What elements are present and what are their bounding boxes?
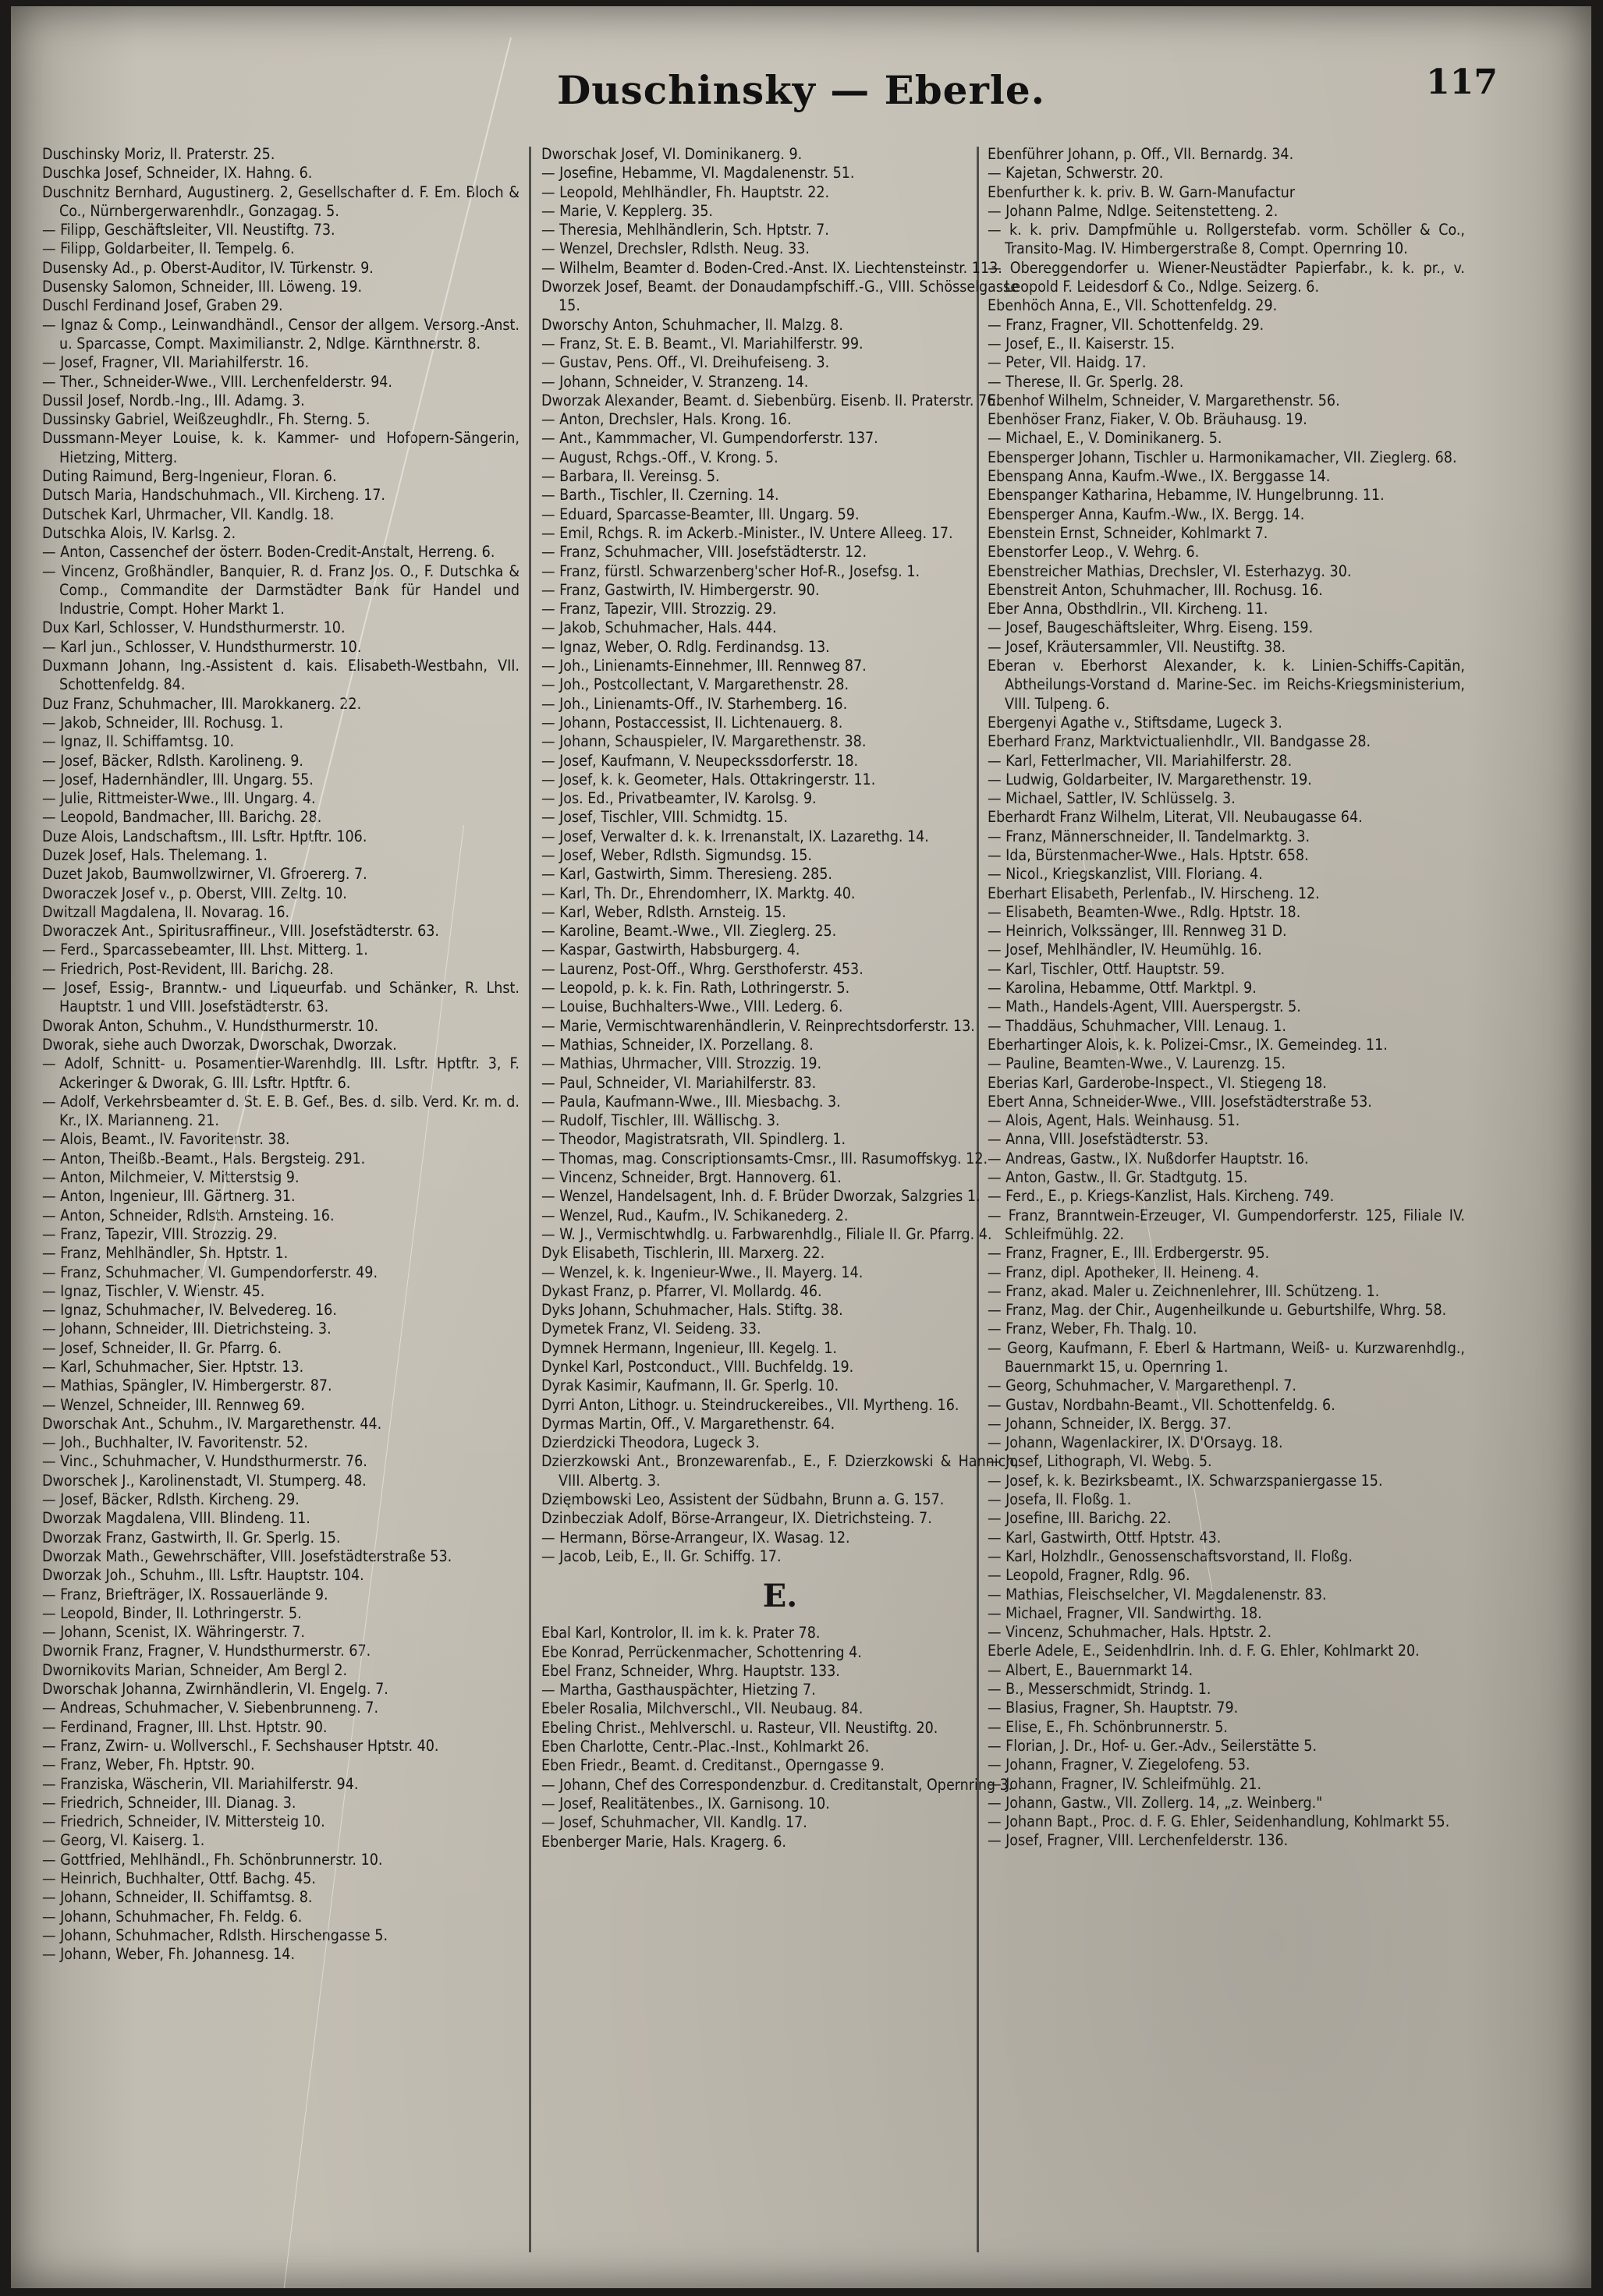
directory-entry: — Wenzel, Drechsler, Rdlsth. Neug. 33. <box>541 239 810 258</box>
directory-entry: Eberle Adele, E., Seidenhdlrin. Inh. d. F. G. Ehler, Kohlmarkt 20. <box>988 1642 1420 1660</box>
directory-entry: Dussil Josef, Nordb.-Ing., III. Adamg. 3. <box>42 391 305 409</box>
directory-entry: — Joh., Linienamts-Einnehmer, III. Rennweg 87. <box>541 657 867 675</box>
directory-entry: — Michael, Sattler, IV. Schlüsselg. 3. <box>988 789 1236 808</box>
directory-entry: Dux Karl, Schlosser, V. Hundsthurmerstr. 10. <box>42 618 346 637</box>
column-middle <box>541 145 1019 2266</box>
directory-entry: Dwornik Franz, Fragner, V. Hundsthurmerstr. 67. <box>42 1642 371 1660</box>
directory-entry: — Leopold, Binder, II. Lothringerstr. 5. <box>42 1603 302 1622</box>
directory-entry: Dworzak Math., Gewehrschäfter, VIII. Josefstädterstraße 53. <box>42 1547 452 1565</box>
directory-entry: — Michael, Fragner, VII. Sandwirthg. 18. <box>988 1603 1262 1622</box>
directory-entry: Dworzak Magdalena, VIII. Blindeng. 11. <box>42 1509 310 1528</box>
directory-entry: — Anton, Theißb.-Beamt., Hals. Bergsteig. 291. <box>42 1149 366 1167</box>
directory-entry: — Vinc., Schuhmacher, V. Hundsthurmerstr. 76. <box>42 1452 367 1471</box>
directory-entry: — Joh., Buchhalter, IV. Favoritenstr. 52. <box>42 1433 308 1452</box>
directory-entry: — Heinrich, Volkssänger, III. Rennweg 31 D. <box>988 922 1287 941</box>
directory-entry: Eberhartinger Alois, k. k. Polizei-Cmsr., IX. Gemeindeg. 11. <box>988 1035 1388 1054</box>
directory-entry: — Josef, Lithograph, VI. Webg. 5. <box>988 1452 1212 1471</box>
directory-entry: — Anton, Drechsler, Hals. Krong. 16. <box>541 410 792 429</box>
directory-entry: Dworschak Ant., Schuhm., IV. Margarethenstr. 44. <box>42 1414 382 1433</box>
directory-entry: — Wenzel, Schneider, III. Rennweg 69. <box>42 1395 305 1414</box>
directory-entry: Dynkel Karl, Postconduct., VIII. Buchfeldg. 19. <box>541 1358 854 1376</box>
directory-entry: — Joh., Linienamts-Off., IV. Starhemberg. 16. <box>541 694 848 713</box>
directory-entry: — Filipp, Geschäftsleiter, VII. Neustiftg. 73. <box>42 221 335 239</box>
directory-entry: Ebenspanger Katharina, Hebamme, IV. Hungelbrunng. 11. <box>988 486 1385 505</box>
directory-entry: — Josefine, Hebamme, VI. Magdalenenstr. 51. <box>541 164 855 182</box>
directory-entry: — Johann, Wagenlackirer, IX. D'Orsayg. 18. <box>988 1433 1283 1452</box>
directory-entry: — Anton, Cassenchef der österr. Boden-Credit-Anstalt, Herreng. 6. <box>42 543 495 562</box>
directory-entry: — Johann, Schuhmacher, Rdlsth. Hirschengasse 5. <box>42 1926 388 1944</box>
directory-entry: — Johann, Scenist, IX. Währingerstr. 7. <box>42 1623 305 1642</box>
directory-entry: Duschnitz Bernhard, Augustinerg. 2, Gesellschafter d. F. Em. Bloch & Co., Nürnbergerwarenhdlr., Gonzagag. 5. <box>42 182 520 220</box>
directory-entry: — Josefa, II. Floßg. 1. <box>988 1490 1132 1509</box>
directory-entry: — Franz, Fragner, VII. Schottenfeldg. 29. <box>988 315 1264 334</box>
directory-entry: — Vincenz, Schneider, Brgt. Hannoverg. 61. <box>541 1168 842 1187</box>
directory-entry: — Franz, Gastwirth, IV. Himbergerstr. 90. <box>541 580 820 599</box>
directory-entry: Duting Raimund, Berg-Ingenieur, Floran. 6. <box>42 467 337 486</box>
directory-page <box>11 6 1591 2288</box>
directory-entry: Ebenstorfer Leop., V. Wehrg. 6. <box>988 543 1200 562</box>
directory-entry: Eben Charlotte, Centr.-Plac.-Inst., Kohlmarkt 26. <box>541 1738 870 1756</box>
directory-entry: — Ant., Kammmacher, VI. Gumpendorferstr. 137. <box>541 429 878 448</box>
directory-entry: — Andreas, Schuhmacher, V. Siebenbrunneng. 7. <box>42 1699 379 1717</box>
directory-entry: — Alois, Beamt., IV. Favoritenstr. 38. <box>42 1130 290 1149</box>
directory-entry: — Barth., Tischler, II. Czerning. 14. <box>541 486 779 505</box>
directory-entry: Dworak Anton, Schuhm., V. Hundsthurmerstr. 10. <box>42 1016 379 1035</box>
directory-entry: Ebal Karl, Kontrolor, II. im k. k. Prater 78. <box>541 1624 821 1642</box>
directory-entry: — Franz, fürstl. Schwarzenberg'scher Hof-R., Josefsg. 1. <box>541 562 920 580</box>
directory-entry: — Rudolf, Tischler, III. Wällischg. 3. <box>541 1111 780 1130</box>
section-letter: E. <box>762 1578 798 1615</box>
directory-entry: Dworschek J., Karolinenstadt, VI. Stumperg. 48. <box>42 1471 367 1490</box>
directory-entry: — Johann, Schneider, III. Dietrichsteing. 3. <box>42 1320 332 1338</box>
directory-entry: — Leopold, Fragner, Rdlg. 96. <box>988 1566 1190 1585</box>
directory-entry: Dworaczek Josef v., p. Oberst, VIII. Zeltg. 10. <box>42 884 347 902</box>
directory-entry: Ebensperger Johann, Tischler u. Harmonikamacher, VII. Zieglerg. 68. <box>988 448 1457 466</box>
directory-entry: Dzierzkowski Ant., Bronzewarenfab., E., F. Dzierzkowski & Hannich, VIII. Albertg. 3. <box>541 1452 1019 1490</box>
directory-entry: Dworak, siehe auch Dworzak, Dworschak, Dworzak. <box>42 1035 397 1054</box>
directory-entry: — Marie, Vermischtwarenhändlerin, V. Reinprechtsdorferstr. 13. <box>541 1016 975 1035</box>
directory-entry: Dworzak Alexander, Beamt. d. Siebenbürg. Eisenb. II. Praterstr. 76. <box>541 391 1000 409</box>
directory-entry: — Marie, V. Kepplerg. 35. <box>541 201 713 220</box>
directory-entry: — Emil, Rchgs. R. im Ackerb.-Minister., IV. Untere Alleeg. 17. <box>541 523 953 542</box>
directory-entry: — Karoline, Beamt.-Wwe., VII. Zieglerg. 25. <box>541 922 837 941</box>
page-title: Duschinsky — Eberle. <box>556 67 1046 113</box>
directory-entry: — Gustav, Nordbahn-Beamt., VII. Schottenfeldg. 6. <box>988 1395 1335 1414</box>
directory-entry: — Franz, Weber, Fh. Thalg. 10. <box>988 1320 1197 1338</box>
directory-entry: — Filipp, Goldarbeiter, II. Tempelg. 6. <box>42 239 295 258</box>
directory-entry: — Mathias, Fleischselcher, VI. Magdalenenstr. 83. <box>988 1585 1327 1603</box>
directory-entry: — Anton, Gastw., II. Gr. Stadtgutg. 15. <box>988 1168 1248 1187</box>
directory-entry: — Pauline, Beamten-Wwe., V. Laurenzg. 15. <box>988 1054 1286 1073</box>
directory-entry: — Anna, VIII. Josefstädterstr. 53. <box>988 1130 1209 1149</box>
directory-entry: — Mathias, Schneider, IX. Porzellang. 8. <box>541 1035 814 1054</box>
directory-entry: — Franz, Schuhmacher, VI. Gumpendorferstr. 49. <box>42 1263 378 1281</box>
directory-entry: — Louise, Buchhalters-Wwe., VIII. Lederg. 6. <box>541 997 843 1016</box>
directory-entry: Dyrri Anton, Lithogr. u. Steindruckereibes., VII. Myrtheng. 16. <box>541 1395 959 1414</box>
directory-entry: Dyk Elisabeth, Tischlerin, III. Marxerg. 22. <box>541 1244 825 1263</box>
directory-entry: Dworschy Anton, Schuhmacher, II. Malzg. 8. <box>541 315 844 334</box>
directory-entry: — Thomas, mag. Conscriptionsamts-Cmsr., III. Rasumoffskyg. 12. <box>541 1149 988 1167</box>
directory-entry: Duz Franz, Schuhmacher, III. Marokkanerg. 22. <box>42 694 362 713</box>
directory-entry: — Ignaz, Tischler, V. Wienstr. 45. <box>42 1281 265 1300</box>
directory-entry: — Laurenz, Post-Off., Whrg. Gersthoferstr. 453. <box>541 959 864 978</box>
column-divider <box>529 147 531 2252</box>
directory-entry: Ebel Franz, Schneider, Whrg. Hauptstr. 133. <box>541 1661 840 1680</box>
directory-entry: — Johann, Weber, Fh. Johannesg. 14. <box>42 1945 296 1964</box>
directory-entry: Dzięmbowski Leo, Assistent der Südbahn, Brunn a. G. 157. <box>541 1490 945 1509</box>
directory-entry: — Andreas, Gastw., IX. Nußdorfer Hauptstr. 16. <box>988 1149 1309 1167</box>
directory-entry: — Josef, Kräutersammler, VII. Neustiftg. 38. <box>988 637 1286 656</box>
directory-entry: — Franziska, Wäscherin, VII. Mariahilferstr. 94. <box>42 1774 359 1793</box>
directory-entry: Ebert Anna, Schneider-Wwe., VIII. Josefstädterstraße 53. <box>988 1092 1372 1111</box>
directory-entry: — Barbara, II. Vereinsg. 5. <box>541 467 720 486</box>
page-header <box>11 62 1591 122</box>
directory-entry: — Martha, Gasthauspächter, Hietzing 7. <box>541 1681 816 1699</box>
directory-entry: — Josef, Kaufmann, V. Neupeckssdorferstr. 18. <box>541 751 859 770</box>
directory-entry: — Jacob, Leib, E., II. Gr. Schiffg. 17. <box>541 1547 782 1565</box>
directory-entry: — Josef, k. k. Geometer, Hals. Ottakringerstr. 11. <box>541 770 876 788</box>
directory-entry: — Karl, Gastwirth, Ottf. Hptstr. 43. <box>988 1528 1222 1547</box>
directory-entry: Dzierdzicki Theodora, Lugeck 3. <box>541 1433 760 1452</box>
directory-entry: — Blasius, Fragner, Sh. Hauptstr. 79. <box>988 1699 1239 1717</box>
directory-entry: — Johann Bapt., Proc. d. F. G. Ehler, Seidenhandlung, Kohlmarkt 55. <box>988 1812 1450 1831</box>
directory-entry: — Georg, VI. Kaiserg. 1. <box>42 1831 205 1850</box>
directory-entry: — Ferd., Sparcassebeamter, III. Lhst. Mitterg. 1. <box>42 941 368 959</box>
directory-entry: Dutschka Alois, IV. Karlsg. 2. <box>42 523 236 542</box>
directory-entry: — Elise, E., Fh. Schönbrunnerstr. 5. <box>988 1717 1228 1736</box>
directory-entry: — Josef, Fragner, VII. Mariahilferstr. 16. <box>42 353 310 372</box>
directory-entry: — Mathias, Spängler, IV. Himbergerstr. 87. <box>42 1377 332 1395</box>
directory-entry: — Josef, Fragner, VIII. Lerchenfelderstr. 136. <box>988 1831 1289 1850</box>
directory-entry: Ebenstreicher Mathias, Drechsler, VI. Esterhazyg. 30. <box>988 562 1352 580</box>
directory-entry: — Karl, Holzhdlr., Genossenschaftsvorstand, II. Floßg. <box>988 1547 1353 1565</box>
directory-entry: — Leopold, Bandmacher, III. Barichg. 28. <box>42 808 322 827</box>
column-right <box>988 145 1465 2266</box>
directory-entry: — Michael, E., V. Dominikanerg. 5. <box>988 429 1222 448</box>
directory-entry: — Josef, Realitätenbes., IX. Garnisong. 10. <box>541 1794 830 1812</box>
directory-entry: — Georg, Kaufmann, F. Eberl & Hartmann, Weiß- u. Kurzwarenhdlg., Bauernmarkt 15, u. Opernring 1. <box>988 1338 1465 1376</box>
directory-entry: Dussinsky Gabriel, Weißzeughdlr., Fh. Sterng. 5. <box>42 410 371 429</box>
directory-entry: Duschl Ferdinand Josef, Graben 29. <box>42 296 283 315</box>
directory-entry: — Alois, Agent, Hals. Weinhausg. 51. <box>988 1111 1240 1130</box>
directory-entry: — Johann, Schauspieler, IV. Margarethenstr. 38. <box>541 732 867 751</box>
directory-entry: — Karl, Weber, Rdlsth. Arnsteig. 15. <box>541 902 786 921</box>
directory-entry: Ebeling Christ., Mehlverschl. u. Rasteur, VII. Neustiftg. 20. <box>541 1718 938 1737</box>
directory-entry: Eben Friedr., Beamt. d. Creditanst., Operngasse 9. <box>541 1756 885 1775</box>
directory-entry: Ebenhöch Anna, E., VII. Schottenfeldg. 29. <box>988 296 1278 315</box>
directory-entry: — Josef, Verwalter d. k. k. Irrenanstalt, IX. Lazarethg. 14. <box>541 827 929 845</box>
directory-entry: Eberhart Elisabeth, Perlenfab., IV. Hirscheng. 12. <box>988 884 1320 902</box>
directory-entry: — Anton, Ingenieur, III. Gärtnerg. 31. <box>42 1187 296 1206</box>
directory-entry: Eberan v. Eberhorst Alexander, k. k. Linien-Schiffs-Capitän, Abtheilungs-Vorstand d. Marine-Sec. im Reichs-Kriegsministerium, VIII. Tulpeng. 6. <box>988 657 1465 713</box>
directory-entry: Dymetek Franz, VI. Seideng. 33. <box>541 1320 761 1338</box>
directory-entry: — Julie, Rittmeister-Wwe., III. Ungarg. 4. <box>42 789 316 808</box>
directory-entry: — Gottfried, Mehlhändl., Fh. Schönbrunnerstr. 10. <box>42 1850 383 1869</box>
directory-entry: — Josef, Schuhmacher, VII. Kandlg. 17. <box>541 1813 807 1832</box>
directory-entry: — Wenzel, Rud., Kaufm., IV. Schikanederg. 2. <box>541 1206 849 1224</box>
directory-entry: — Leopold, p. k. k. Fin. Rath, Lothringerstr. 5. <box>541 979 850 997</box>
directory-entry: Dymnek Hermann, Ingenieur, III. Kegelg. 1. <box>541 1338 838 1357</box>
directory-entry: — Peter, VII. Haidg. 17. <box>988 353 1147 372</box>
directory-entry: Dworzek Josef, Beamt. der Donaudampfschiff.-G., VIII. Schösselgasse 15. <box>541 278 1019 315</box>
directory-entry: Duschka Josef, Schneider, IX. Hahng. 6. <box>42 164 313 182</box>
directory-entry: Duze Alois, Landschaftsm., III. Lsftr. Hptftr. 106. <box>42 827 367 845</box>
directory-entry: — Anton, Milchmeier, V. Mitterstsig 9. <box>42 1168 300 1187</box>
directory-entry: — Johann, Gastw., VII. Zollerg. 14, „z. Weinberg." <box>988 1793 1323 1812</box>
directory-entry: — Josef, Mehlhändler, IV. Heumühlg. 16. <box>988 941 1262 959</box>
directory-entry: — Leopold, Mehlhändler, Fh. Hauptstr. 22. <box>541 182 830 201</box>
directory-entry: — Theresia, Mehlhändlerin, Sch. Hptstr. 7. <box>541 221 829 239</box>
directory-entry: Dutschek Karl, Uhrmacher, VII. Kandlg. 18. <box>42 505 335 523</box>
directory-entry: Dusensky Ad., p. Oberst-Auditor, IV. Türkenstr. 9. <box>42 258 374 277</box>
directory-entry: — Vincenz, Großhändler, Banquier, R. d. Franz Jos. O., F. Dutschka & Comp., Commandite der Darmstädter Bank für Handel und Industrie, Compt. Hoher Markt 1. <box>42 562 520 618</box>
directory-entry: Ebergenyi Agathe v., Stiftsdame, Lugeck 3. <box>988 713 1282 732</box>
directory-entry: Ebensperger Anna, Kaufm.-Ww., IX. Bergg. 14. <box>988 505 1305 523</box>
directory-entry: — Nicol., Kriegskanzlist, VIII. Floriang. 4. <box>988 865 1263 884</box>
directory-entry: — Friedrich, Schneider, III. Dianag. 3. <box>42 1793 296 1812</box>
directory-entry: Dyrmas Martin, Off., V. Margarethenstr. 64. <box>541 1414 835 1433</box>
directory-entry: — Karolina, Hebamme, Ottf. Marktpl. 9. <box>988 979 1257 997</box>
directory-entry: — Franz, Schuhmacher, VIII. Josefstädterstr. 12. <box>541 543 867 562</box>
directory-entry: Dussmann-Meyer Louise, k. k. Kammer- und Hofopern-Sängerin, Hietzing, Mitterg. <box>42 429 520 466</box>
directory-entry: — Franz, Briefträger, IX. Rossauerlände 9. <box>42 1585 328 1603</box>
directory-entry: Duxmann Johann, Ing.-Assistent d. kais. Elisabeth-Westbahn, VII. Schottenfeldg. 84. <box>42 657 520 694</box>
directory-entry: — Kajetan, Schwerstr. 20. <box>988 164 1164 182</box>
directory-entry: — Eduard, Sparcasse-Beamter, III. Ungarg. 59. <box>541 505 860 523</box>
directory-entry: — Franz, Tapezir, VIII. Strozzig. 29. <box>42 1224 278 1243</box>
directory-entry: Ebe Konrad, Perrückenmacher, Schottenring 4. <box>541 1642 862 1661</box>
directory-entry: — Obereggendorfer u. Wiener-Neustädter Papierfabr., k. k. pr., v. Leopold F. Leidesdorf & Co., Ndlge. Seizerg. 6. <box>988 258 1465 296</box>
directory-entry: — Johann, Fragner, V. Ziegelofeng. 53. <box>988 1756 1250 1774</box>
directory-entry: Dusensky Salomon, Schneider, III. Löweng. 19. <box>42 278 363 296</box>
directory-entry: — Anton, Schneider, Rdlsth. Arnsteing. 16. <box>42 1206 335 1224</box>
directory-entry: — Josef, Schneider, II. Gr. Pfarrg. 6. <box>42 1338 282 1357</box>
directory-entry: — B., Messerschmidt, Strindg. 1. <box>988 1680 1211 1699</box>
directory-entry: Eberhard Franz, Marktvictualienhdlr., VII. Bandgasse 28. <box>988 732 1371 751</box>
directory-entry: — Karl jun., Schlosser, V. Hundsthurmerstr. 10. <box>42 637 362 656</box>
directory-entry: — Franz, Mag. der Chir., Augenheilkunde u. Geburtshilfe, Whrg. 58. <box>988 1301 1447 1320</box>
directory-entry: Dyrak Kasimir, Kaufmann, II. Gr. Sperlg. 10. <box>541 1377 839 1395</box>
directory-entry: — Wilhelm, Beamter d. Boden-Cred.-Anst. IX. Liechtensteinstr. 113. <box>541 258 1002 277</box>
directory-entry: Dzinbecziak Adolf, Börse-Arrangeur, IX. Dietrichsteing. 7. <box>541 1509 932 1528</box>
directory-entry: — Karl, Fetterlmacher, VII. Mariahilferstr. 28. <box>988 751 1293 770</box>
directory-entry: — Franz, Tapezir, VIII. Strozzig. 29. <box>541 600 777 618</box>
directory-entry: Ebenberger Marie, Hals. Kragerg. 6. <box>541 1832 786 1851</box>
directory-entry: — Ida, Bürstenmacher-Wwe., Hals. Hptstr. 658. <box>988 845 1309 864</box>
directory-entry: — Johann, Postaccessist, II. Lichtenauerg. 8. <box>541 713 843 732</box>
directory-entry: — Franz, dipl. Apotheker, II. Heineng. 4. <box>988 1263 1260 1281</box>
directory-entry: — Ferd., E., p. Kriegs-Kanzlist, Hals. Kircheng. 749. <box>988 1187 1335 1206</box>
directory-entry: — Georg, Schuhmacher, V. Margarethenpl. 7. <box>988 1377 1296 1395</box>
directory-entry: — August, Rchgs.-Off., V. Krong. 5. <box>541 448 778 466</box>
directory-entry: Duzet Jakob, Baumwollzwirner, VI. Gfroererg. 7. <box>42 865 367 884</box>
directory-entry: Dykast Franz, p. Pfarrer, VI. Mollardg. 46. <box>541 1281 822 1300</box>
directory-entry: — Thaddäus, Schuhmacher, VIII. Lenaug. 1. <box>988 1016 1286 1035</box>
directory-entry: Ebeler Rosalia, Milchverschl., VII. Neubaug. 84. <box>541 1699 864 1718</box>
directory-entry: — Franz, Mehlhändler, Sh. Hptstr. 1. <box>42 1244 289 1263</box>
directory-entry: — Kaspar, Gastwirth, Habsburgerg. 4. <box>541 941 800 959</box>
directory-entry: — Josef, Hadernhändler, III. Ungarg. 55. <box>42 770 314 788</box>
directory-entry: — Joh., Postcollectant, V. Margarethenstr. 28. <box>541 675 849 694</box>
directory-entry: Dworaczek Ant., Spiritusraffineur., VIII. Josefstädterstr. 63. <box>42 922 439 941</box>
directory-entry: — Karl, Th. Dr., Ehrendomherr, IX. Marktg. 40. <box>541 884 856 902</box>
directory-entry: — Jos. Ed., Privatbeamter, IV. Karolsg. 9. <box>541 789 817 808</box>
directory-entry: — Karl, Schuhmacher, Sier. Hptstr. 13. <box>42 1358 304 1376</box>
directory-entry: Dyks Johann, Schuhmacher, Hals. Stiftg. 38. <box>541 1301 843 1320</box>
directory-entry: Dutsch Maria, Handschuhmach., VII. Kircheng. 17. <box>42 486 386 505</box>
directory-entry: — Johann, Schneider, II. Schiffamtsg. 8. <box>42 1888 313 1907</box>
directory-entry: Ebenhöser Franz, Fiaker, V. Ob. Bräuhausg. 19. <box>988 410 1307 429</box>
directory-entry: — Paula, Kaufmann-Wwe., III. Miesbachg. 3. <box>541 1092 841 1111</box>
directory-entry: Ebenfurther k. k. priv. B. W. Garn-Manufactur <box>988 182 1296 201</box>
directory-entry: — Franz, Männerschneider, II. Tandelmarktg. 3. <box>988 827 1310 845</box>
directory-entry: — Friedrich, Post-Revident, III. Barichg. 28. <box>42 959 334 978</box>
directory-entry: — Mathias, Uhrmacher, VIII. Strozzig. 19. <box>541 1054 822 1073</box>
directory-entry: — Jakob, Schneider, III. Rochusg. 1. <box>42 713 284 732</box>
directory-entry: — Ther., Schneider-Wwe., VIII. Lerchenfelderstr. 94. <box>42 372 393 391</box>
directory-entry: Dworschak Josef, VI. Dominikanerg. 9. <box>541 145 803 163</box>
directory-entry: — Franz, St. E. B. Beamt., VI. Mariahilferstr. 99. <box>541 334 864 353</box>
directory-entry: — Franz, Fragner, E., III. Erdbergerstr. 95. <box>988 1244 1270 1263</box>
directory-entry: Eberias Karl, Garderobe-Inspect., VI. Stiegeng 18. <box>988 1073 1327 1092</box>
directory-entry: Dwornikovits Marian, Schneider, Am Bergl 2. <box>42 1660 348 1679</box>
directory-entry: — Josef, Bäcker, Rdlsth. Karolineng. 9. <box>42 751 304 770</box>
directory-entry: — Johann, Fragner, IV. Schleifmühlg. 21. <box>988 1774 1262 1793</box>
directory-entry: Dworzak Joh., Schuhm., III. Lsftr. Hauptstr. 104. <box>42 1566 364 1585</box>
directory-entry: — Johann, Schneider, IX. Bergg. 37. <box>988 1414 1232 1433</box>
directory-entry: — Paul, Schneider, VI. Mariahilferstr. 83. <box>541 1073 817 1092</box>
directory-entry: — Johann, Schneider, V. Stranzeng. 14. <box>541 372 809 391</box>
directory-entry: — Math., Handels-Agent, VIII. Auerspergstr. 5. <box>988 997 1301 1016</box>
directory-entry: — Wenzel, Handelsagent, Inh. d. F. Brüder Dworzak, Salzgries 1. <box>541 1187 981 1206</box>
directory-entry: — Adolf, Schnitt- u. Posamentier-Warenhdlg. III. Lsftr. Hptftr. 3, F. Ackeringer & Dworak, G. III. Lsftr. Hptftr. 6. <box>42 1054 520 1092</box>
directory-entry: — Franz, Branntwein-Erzeuger, VI. Gumpendorferstr. 125, Filiale IV. Schleifmühlg. 22. <box>988 1206 1465 1243</box>
directory-entry: Eberhardt Franz Wilhelm, Literat, VII. Neubaugasse 64. <box>988 808 1363 827</box>
directory-entry: Dworschak Johanna, Zwirnhändlerin, VI. Engelg. 7. <box>42 1680 388 1699</box>
directory-entry: — W. J., Vermischtwhdlg. u. Farbwarenhdlg., Filiale II. Gr. Pfarrg. 4. <box>541 1224 992 1243</box>
directory-entry: — Franz, Zwirn- u. Wollverschl., F. Sechshauser Hptstr. 40. <box>42 1736 439 1755</box>
directory-entry: Eber Anna, Obsthdlrin., VII. Kircheng. 11. <box>988 600 1268 618</box>
directory-entry: Ebenstreit Anton, Schuhmacher, III. Rochusg. 16. <box>988 580 1323 599</box>
directory-entry: — Josef, Baugeschäftsleiter, Whrg. Eiseng. 159. <box>988 618 1314 637</box>
directory-entry: — Johann, Chef des Correspondenzbur. d. Creditanstalt, Opernring 3. <box>541 1775 1013 1794</box>
directory-entry: — Josef, Weber, Rdlsth. Sigmundsg. 15. <box>541 845 812 864</box>
directory-entry: — Johann, Schuhmacher, Fh. Feldg. 6. <box>42 1907 303 1926</box>
directory-entry: Ebenstein Ernst, Schneider, Kohlmarkt 7. <box>988 523 1268 542</box>
directory-entry: — Theodor, Magistratsrath, VII. Spindlerg. 1. <box>541 1130 846 1149</box>
directory-entry: Ebenspang Anna, Kaufm.-Wwe., IX. Berggasse 14. <box>988 467 1331 486</box>
directory-entry: — Wenzel, k. k. Ingenieur-Wwe., II. Mayerg. 14. <box>541 1263 864 1281</box>
directory-entry: Ebenhof Wilhelm, Schneider, V. Margarethenstr. 56. <box>988 391 1340 409</box>
page-number: 117 <box>1426 62 1498 102</box>
directory-entry: — Josef, k. k. Bezirksbeamt., IX. Schwarzspaniergasse 15. <box>988 1471 1383 1490</box>
directory-entry: — Franz, Weber, Fh. Hptstr. 90. <box>42 1756 255 1774</box>
directory-entry: Dwitzall Magdalena, II. Novarag. 16. <box>42 902 290 921</box>
directory-entry: — Franz, akad. Maler u. Zeichnenlehrer, III. Schützeng. 1. <box>988 1281 1380 1300</box>
directory-entry: — Josefine, III. Barichg. 22. <box>988 1509 1172 1528</box>
directory-entry: — Heinrich, Buchhalter, Ottf. Bachg. 45. <box>42 1869 316 1888</box>
directory-entry: — Karl, Tischler, Ottf. Hauptstr. 59. <box>988 959 1225 978</box>
directory-entry: — Florian, J. Dr., Hof- u. Ger.-Adv., Seilerstätte 5. <box>988 1736 1318 1755</box>
directory-entry: — Ludwig, Goldarbeiter, IV. Margarethenstr. 19. <box>988 770 1312 788</box>
column-left <box>42 145 520 2266</box>
directory-entry: — Josef, E., II. Kaiserstr. 15. <box>988 334 1175 353</box>
directory-entry: — Hermann, Börse-Arrangeur, IX. Wasag. 12. <box>541 1528 850 1547</box>
directory-entry: — Albert, E., Bauernmarkt 14. <box>988 1660 1193 1679</box>
directory-entry: — Karl, Gastwirth, Simm. Theresieng. 285. <box>541 865 832 884</box>
directory-entry: Duschinsky Moriz, II. Praterstr. 25. <box>42 145 275 163</box>
directory-entry: — Therese, II. Gr. Sperlg. 28. <box>988 372 1184 391</box>
directory-entry: — Gustav, Pens. Off., VI. Dreihufeiseng. 3. <box>541 353 830 372</box>
directory-entry: — Friedrich, Schneider, IV. Mittersteig 10. <box>42 1812 325 1831</box>
directory-entry: — Josef, Tischler, VIII. Schmidtg. 15. <box>541 808 788 827</box>
directory-entry: — k. k. priv. Dampfmühle u. Rollgerstefab. vorm. Schöller & Co., Transito-Mag. IV. Himbergerstraße 8, Compt. Opernring 10. <box>988 221 1465 258</box>
directory-entry: — Ignaz, Schuhmacher, IV. Belvedereg. 16. <box>42 1301 337 1320</box>
directory-entry: — Josef, Essig-, Branntw.- und Liqueurfab. und Schänker, R. Lhst. Hauptstr. 1 und VIII. Josefstädterstr. 63. <box>42 979 520 1016</box>
directory-entry: — Jakob, Schuhmacher, Hals. 444. <box>541 618 777 637</box>
directory-entry: — Ferdinand, Fragner, III. Lhst. Hptstr. 90. <box>42 1717 328 1736</box>
directory-entry: — Adolf, Verkehrsbeamter d. St. E. B. Gef., Bes. d. silb. Verd. Kr. m. d. Kr., IX. Marianneng. 21. <box>42 1092 520 1130</box>
directory-entry: — Ignaz, II. Schiffamtsg. 10. <box>42 732 235 751</box>
directory-entry: Ebenführer Johann, p. Off., VII. Bernardg. 34. <box>988 145 1294 163</box>
directory-entry: — Vincenz, Schuhmacher, Hals. Hptstr. 2. <box>988 1623 1272 1642</box>
directory-entry: — Elisabeth, Beamten-Wwe., Rdlg. Hptstr. 18. <box>988 902 1301 921</box>
directory-entry: — Ignaz, Weber, O. Rdlg. Ferdinandsg. 13. <box>541 637 830 656</box>
directory-entry: — Josef, Bäcker, Rdlsth. Kircheng. 29. <box>42 1490 300 1509</box>
directory-entry: — Ignaz & Comp., Leinwandhändl., Censor der allgem. Versorg.-Anst. u. Sparcasse, Compt. Maximilianstr. 2, Ndlge. Kärnthnerstr. 8. <box>42 315 520 353</box>
directory-entry: — Johann Palme, Ndlge. Seitenstetteng. 2. <box>988 201 1278 220</box>
directory-entry: Dworzak Franz, Gastwirth, II. Gr. Sperlg. 15. <box>42 1528 341 1547</box>
directory-entry: Duzek Josef, Hals. Thelemang. 1. <box>42 845 268 864</box>
